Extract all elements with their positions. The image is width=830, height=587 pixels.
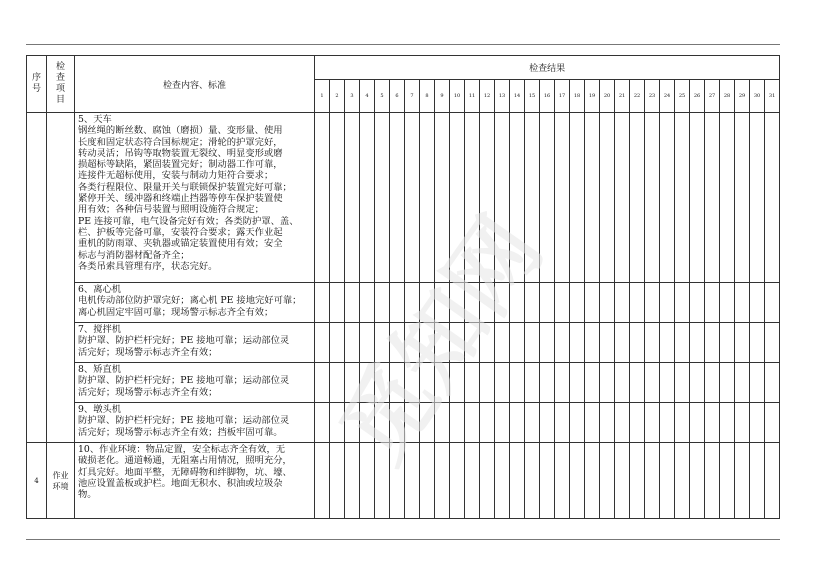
day-number-cell: 7 <box>405 80 420 113</box>
result-cell[interactable] <box>495 403 510 443</box>
result-cell[interactable] <box>690 443 705 519</box>
result-cell[interactable] <box>690 283 705 323</box>
result-cell[interactable] <box>495 323 510 363</box>
result-cell[interactable] <box>465 283 480 323</box>
result-cell[interactable] <box>390 323 405 363</box>
result-cell[interactable] <box>660 403 675 443</box>
day-number-cell: 18 <box>570 80 585 113</box>
day-number-cell: 9 <box>435 80 450 113</box>
table-row <box>27 113 780 283</box>
result-cell[interactable] <box>705 323 720 363</box>
result-cell[interactable] <box>360 283 375 323</box>
result-cell[interactable] <box>540 323 555 363</box>
result-cell[interactable] <box>675 403 690 443</box>
result-cell[interactable] <box>720 283 735 323</box>
day-number-cell: 15 <box>525 80 540 113</box>
result-cell[interactable] <box>750 403 765 443</box>
result-cell[interactable] <box>390 283 405 323</box>
result-cell[interactable] <box>645 113 660 283</box>
result-cell[interactable] <box>570 323 585 363</box>
day-number-cell: 17 <box>555 80 570 113</box>
result-cell[interactable] <box>615 443 630 519</box>
result-cell[interactable] <box>660 323 675 363</box>
result-cell[interactable] <box>375 363 390 403</box>
result-cell[interactable] <box>570 363 585 403</box>
day-number-cell: 25 <box>675 80 690 113</box>
result-cell[interactable] <box>525 113 540 283</box>
day-number-cell: 28 <box>720 80 735 113</box>
result-cell[interactable] <box>645 283 660 323</box>
result-cell[interactable] <box>495 443 510 519</box>
day-number-cell: 24 <box>660 80 675 113</box>
day-number-cell: 12 <box>480 80 495 113</box>
result-cell[interactable] <box>555 443 570 519</box>
result-cell[interactable] <box>345 403 360 443</box>
result-cell[interactable] <box>510 323 525 363</box>
result-cell[interactable] <box>600 323 615 363</box>
result-cell[interactable] <box>435 443 450 519</box>
result-cell[interactable] <box>615 363 630 403</box>
result-cell[interactable] <box>525 443 540 519</box>
result-cell[interactable] <box>315 443 330 519</box>
result-cell[interactable] <box>345 283 360 323</box>
result-cell[interactable] <box>615 323 630 363</box>
header-row-1 <box>27 56 780 80</box>
content-line: 紧停开关、缓冲器和终端止挡器等停车保护装置使 <box>78 193 283 205</box>
result-cell[interactable] <box>390 403 405 443</box>
result-cell[interactable] <box>750 443 765 519</box>
result-cell[interactable] <box>465 443 480 519</box>
result-cell[interactable] <box>330 443 345 519</box>
result-cell[interactable] <box>420 443 435 519</box>
result-cell[interactable] <box>390 113 405 283</box>
result-cell[interactable] <box>570 403 585 443</box>
category-label: 作业 <box>52 470 69 480</box>
result-cell[interactable] <box>735 283 750 323</box>
result-cell[interactable] <box>405 323 420 363</box>
result-cell[interactable] <box>630 443 645 519</box>
content-line: 钢丝绳的断丝数、腐蚀（磨损）量、变形量、使用 <box>78 125 283 137</box>
result-cell[interactable] <box>525 323 540 363</box>
day-number-cell: 22 <box>630 80 645 113</box>
result-cell[interactable] <box>585 443 600 519</box>
content-line: 5、天车 <box>78 114 112 125</box>
category-label: 环境 <box>52 481 69 491</box>
content-line: 防护罩、防护栏杆完好；PE 接地可靠；运动部位灵 <box>78 375 290 387</box>
content-line: 连接件无超标使用，安装与制动力矩符合要求； <box>78 170 274 182</box>
content-line: 8、矫直机 <box>78 364 122 375</box>
result-cell[interactable] <box>510 403 525 443</box>
result-cell[interactable] <box>660 443 675 519</box>
result-cell[interactable] <box>435 323 450 363</box>
table-row <box>27 443 780 519</box>
content-line: 标志与消防器材配备齐全； <box>78 249 190 261</box>
result-cell[interactable] <box>675 323 690 363</box>
result-cell[interactable] <box>435 283 450 323</box>
table-row <box>27 323 780 363</box>
result-cell[interactable] <box>540 283 555 323</box>
result-cell[interactable] <box>750 323 765 363</box>
result-cell[interactable] <box>375 323 390 363</box>
result-cell[interactable] <box>570 443 585 519</box>
result-cell[interactable] <box>630 403 645 443</box>
result-cell[interactable] <box>360 443 375 519</box>
result-cell[interactable] <box>540 113 555 283</box>
result-cell[interactable] <box>495 283 510 323</box>
result-cell[interactable] <box>765 323 780 363</box>
result-cell[interactable] <box>735 403 750 443</box>
result-cell[interactable] <box>555 323 570 363</box>
result-cell[interactable] <box>570 113 585 283</box>
content-line: 用有效；各种信号装置与照明设施符合规定； <box>78 204 264 216</box>
content-standard-cell <box>75 283 315 323</box>
result-cell[interactable] <box>675 363 690 403</box>
day-number-cell: 4 <box>360 80 375 113</box>
result-cell[interactable] <box>600 113 615 283</box>
result-cell[interactable] <box>420 283 435 323</box>
category-cell <box>47 113 75 443</box>
result-cell[interactable] <box>420 323 435 363</box>
result-cell[interactable] <box>435 403 450 443</box>
result-cell[interactable] <box>435 363 450 403</box>
day-number-cell: 1 <box>315 80 330 113</box>
result-cell[interactable] <box>720 113 735 283</box>
day-number-cell: 11 <box>465 80 480 113</box>
result-cell[interactable] <box>510 443 525 519</box>
result-cell[interactable] <box>600 403 615 443</box>
result-cell[interactable] <box>480 363 495 403</box>
result-cell[interactable] <box>405 113 420 283</box>
content-line: 池应设置盖板或护栏。地面无积水、积油或垃圾杂 <box>78 477 283 489</box>
result-cell[interactable] <box>390 363 405 403</box>
result-cell[interactable] <box>750 283 765 323</box>
result-cell[interactable] <box>405 403 420 443</box>
result-cell[interactable] <box>330 283 345 323</box>
result-cell[interactable] <box>645 443 660 519</box>
content-standard-cell <box>75 443 315 519</box>
result-cell[interactable] <box>480 283 495 323</box>
day-number-cell: 29 <box>735 80 750 113</box>
result-cell[interactable] <box>600 363 615 403</box>
day-number-cell: 3 <box>345 80 360 113</box>
result-cell[interactable] <box>720 363 735 403</box>
result-cell[interactable] <box>450 283 465 323</box>
result-cell[interactable] <box>330 323 345 363</box>
result-cell[interactable] <box>540 363 555 403</box>
content-line: 转动灵活；吊钩等取物装置无裂纹、明显变形或磨 <box>78 147 283 159</box>
result-cell[interactable] <box>615 113 630 283</box>
result-cell[interactable] <box>510 363 525 403</box>
result-cell[interactable] <box>690 363 705 403</box>
result-cell[interactable] <box>315 403 330 443</box>
result-cell[interactable] <box>660 113 675 283</box>
result-cell[interactable] <box>660 283 675 323</box>
bottom-rule <box>26 539 780 540</box>
result-cell[interactable] <box>315 363 330 403</box>
result-cell[interactable] <box>345 113 360 283</box>
result-cell[interactable] <box>375 443 390 519</box>
result-cell[interactable] <box>675 283 690 323</box>
content-standard-cell <box>75 403 315 443</box>
result-cell[interactable] <box>690 113 705 283</box>
content-line: 防护罩、防护栏杆完好；PE 接地可靠；运动部位灵 <box>78 335 290 347</box>
result-cell[interactable] <box>675 113 690 283</box>
result-cell[interactable] <box>450 363 465 403</box>
content-line: 各类吊索具管理有序，状态完好。 <box>78 260 218 272</box>
result-cell[interactable] <box>525 403 540 443</box>
result-cell[interactable] <box>330 363 345 403</box>
content-line: 9、墩头机 <box>78 404 122 415</box>
result-cell[interactable] <box>315 283 330 323</box>
result-cell[interactable] <box>765 283 780 323</box>
result-cell[interactable] <box>765 363 780 403</box>
day-number-cell: 21 <box>615 80 630 113</box>
result-cell[interactable] <box>330 113 345 283</box>
result-cell[interactable] <box>690 403 705 443</box>
result-cell[interactable] <box>630 283 645 323</box>
result-cell[interactable] <box>405 443 420 519</box>
table-row <box>27 283 780 323</box>
content-line: 活完好；现场警示标志齐全有效；挡板牢固可靠。 <box>78 426 283 438</box>
content-line: 物。 <box>78 489 97 501</box>
result-cell[interactable] <box>360 403 375 443</box>
result-cell[interactable] <box>720 443 735 519</box>
result-cell[interactable] <box>750 363 765 403</box>
content-line: 重机的防雨罩、夹轨器或锚定装置使用有效；安全 <box>78 238 283 250</box>
seq-cell <box>27 113 47 443</box>
result-cell[interactable] <box>645 363 660 403</box>
day-number-cell: 16 <box>540 80 555 113</box>
result-cell[interactable] <box>585 403 600 443</box>
result-cell[interactable] <box>450 403 465 443</box>
day-number-cell: 27 <box>705 80 720 113</box>
result-cell[interactable] <box>540 443 555 519</box>
content-line: 活完好；现场警示标志齐全有效； <box>78 386 218 398</box>
category-cell <box>47 443 75 519</box>
result-cell[interactable] <box>405 363 420 403</box>
result-cell[interactable] <box>345 323 360 363</box>
day-number-cell: 26 <box>690 80 705 113</box>
result-cell[interactable] <box>480 323 495 363</box>
watermark: 觅知网 <box>321 199 563 481</box>
result-cell[interactable] <box>765 443 780 519</box>
content-line: PE 连接可靠，电气设备完好有效；各类防护罩、盖、 <box>78 215 299 227</box>
result-cell[interactable] <box>630 323 645 363</box>
result-cell[interactable] <box>405 283 420 323</box>
seq-cell: 4 <box>27 443 47 519</box>
result-cell[interactable] <box>390 443 405 519</box>
top-rule <box>26 44 780 45</box>
result-cell[interactable] <box>555 283 570 323</box>
content-line: 离心机固定牢固可靠；现场警示标志齐全有效； <box>78 306 274 318</box>
content-line: 栏、护板等完备可靠，安装符合要求；露天作业起 <box>78 226 283 238</box>
result-cell[interactable] <box>540 403 555 443</box>
result-cell[interactable] <box>360 363 375 403</box>
result-cell[interactable] <box>690 323 705 363</box>
day-number-cell: 6 <box>390 80 405 113</box>
result-cell[interactable] <box>720 403 735 443</box>
result-cell[interactable] <box>600 283 615 323</box>
content-line: 7、搅拌机 <box>78 324 122 335</box>
result-cell[interactable] <box>750 113 765 283</box>
result-cell[interactable] <box>480 443 495 519</box>
result-cell[interactable] <box>585 323 600 363</box>
result-cell[interactable] <box>765 113 780 283</box>
result-cell[interactable] <box>465 113 480 283</box>
result-cell[interactable] <box>420 403 435 443</box>
content-line: 长度和固定状态符合国标规定；滑轮的护罩完好， <box>78 136 283 148</box>
day-number-cell: 14 <box>510 80 525 113</box>
result-cell[interactable] <box>315 323 330 363</box>
result-cell[interactable] <box>615 403 630 443</box>
content-line: 活完好；现场警示标志齐全有效； <box>78 346 218 358</box>
result-cell[interactable] <box>480 113 495 283</box>
result-cell[interactable] <box>435 113 450 283</box>
result-cell[interactable] <box>465 363 480 403</box>
result-cell[interactable] <box>480 403 495 443</box>
result-cell[interactable] <box>705 113 720 283</box>
content-line: 6、离心机 <box>78 284 122 295</box>
table-row <box>27 363 780 403</box>
day-number-cell: 8 <box>420 80 435 113</box>
result-cell[interactable] <box>450 443 465 519</box>
result-cell[interactable] <box>705 283 720 323</box>
day-number-cell: 5 <box>375 80 390 113</box>
result-cell[interactable] <box>555 403 570 443</box>
result-cell[interactable] <box>450 113 465 283</box>
result-cell[interactable] <box>315 113 330 283</box>
day-number-cell: 31 <box>765 80 780 113</box>
result-cell[interactable] <box>510 283 525 323</box>
result-cell[interactable] <box>495 363 510 403</box>
result-cell[interactable] <box>420 363 435 403</box>
day-number-cell: 23 <box>645 80 660 113</box>
result-cell[interactable] <box>645 403 660 443</box>
result-cell[interactable] <box>705 403 720 443</box>
content-line: 10、作业环境：物品定置，安全标志齐全有效，无 <box>78 444 286 455</box>
result-cell[interactable] <box>585 113 600 283</box>
content-standard-cell <box>75 363 315 403</box>
result-cell[interactable] <box>645 323 660 363</box>
result-cell[interactable] <box>585 363 600 403</box>
result-cell[interactable] <box>585 283 600 323</box>
result-cell[interactable] <box>360 113 375 283</box>
result-cell[interactable] <box>375 113 390 283</box>
result-cell[interactable] <box>555 363 570 403</box>
result-cell[interactable] <box>360 323 375 363</box>
content-line: 破损老化。通道畅通，无阻塞占用情况，照明充分， <box>78 455 292 467</box>
result-cell[interactable] <box>510 113 525 283</box>
result-cell[interactable] <box>345 363 360 403</box>
content-standard-cell <box>75 113 315 283</box>
result-cell[interactable] <box>720 323 735 363</box>
result-cell[interactable] <box>375 403 390 443</box>
day-number-cell: 19 <box>585 80 600 113</box>
result-cell[interactable] <box>465 323 480 363</box>
check-item-header: 检 查 项 目 <box>47 56 75 113</box>
result-cell[interactable] <box>630 113 645 283</box>
result-cell[interactable] <box>735 443 750 519</box>
result-cell[interactable] <box>735 113 750 283</box>
result-header: 检查结果 <box>315 56 780 80</box>
result-cell[interactable] <box>345 443 360 519</box>
result-cell[interactable] <box>465 403 480 443</box>
result-cell[interactable] <box>525 283 540 323</box>
result-cell[interactable] <box>630 363 645 403</box>
result-cell[interactable] <box>420 113 435 283</box>
result-cell[interactable] <box>570 283 585 323</box>
result-cell[interactable] <box>705 363 720 403</box>
result-cell[interactable] <box>735 323 750 363</box>
day-number-cell: 2 <box>330 80 345 113</box>
result-cell[interactable] <box>735 363 750 403</box>
result-cell[interactable] <box>525 363 540 403</box>
result-cell[interactable] <box>450 323 465 363</box>
result-cell[interactable] <box>495 113 510 283</box>
content-standard-header: 检查内容、标准 <box>75 56 315 113</box>
content-line: 损超标等缺陷，紧固装置完好；制动器工作可靠， <box>78 159 283 171</box>
result-cell[interactable] <box>660 363 675 403</box>
result-cell[interactable] <box>375 283 390 323</box>
result-cell[interactable] <box>705 443 720 519</box>
content-line: 灯具完好。地面平整，无障碍物和绊脚物，坑、壕、 <box>78 466 292 478</box>
day-number-cell: 10 <box>450 80 465 113</box>
content-line: 防护罩、防护栏杆完好；PE 接地可靠；运动部位灵 <box>78 415 290 427</box>
inspection-table <box>26 55 780 519</box>
result-cell[interactable] <box>555 113 570 283</box>
day-number-cell: 13 <box>495 80 510 113</box>
day-number-cell: 20 <box>600 80 615 113</box>
result-cell[interactable] <box>600 443 615 519</box>
result-cell[interactable] <box>675 443 690 519</box>
result-cell[interactable] <box>615 283 630 323</box>
day-number-cell: 30 <box>750 80 765 113</box>
table-row <box>27 403 780 443</box>
content-line: 各类行程限位、限量开关与联锁保护装置完好可靠； <box>78 181 292 193</box>
content-line: 电机传动部位防护罩完好；离心机 PE 接地完好可靠； <box>78 295 302 307</box>
seq-header: 序 号 <box>27 56 47 113</box>
result-cell[interactable] <box>330 403 345 443</box>
result-cell[interactable] <box>765 403 780 443</box>
content-standard-cell <box>75 323 315 363</box>
